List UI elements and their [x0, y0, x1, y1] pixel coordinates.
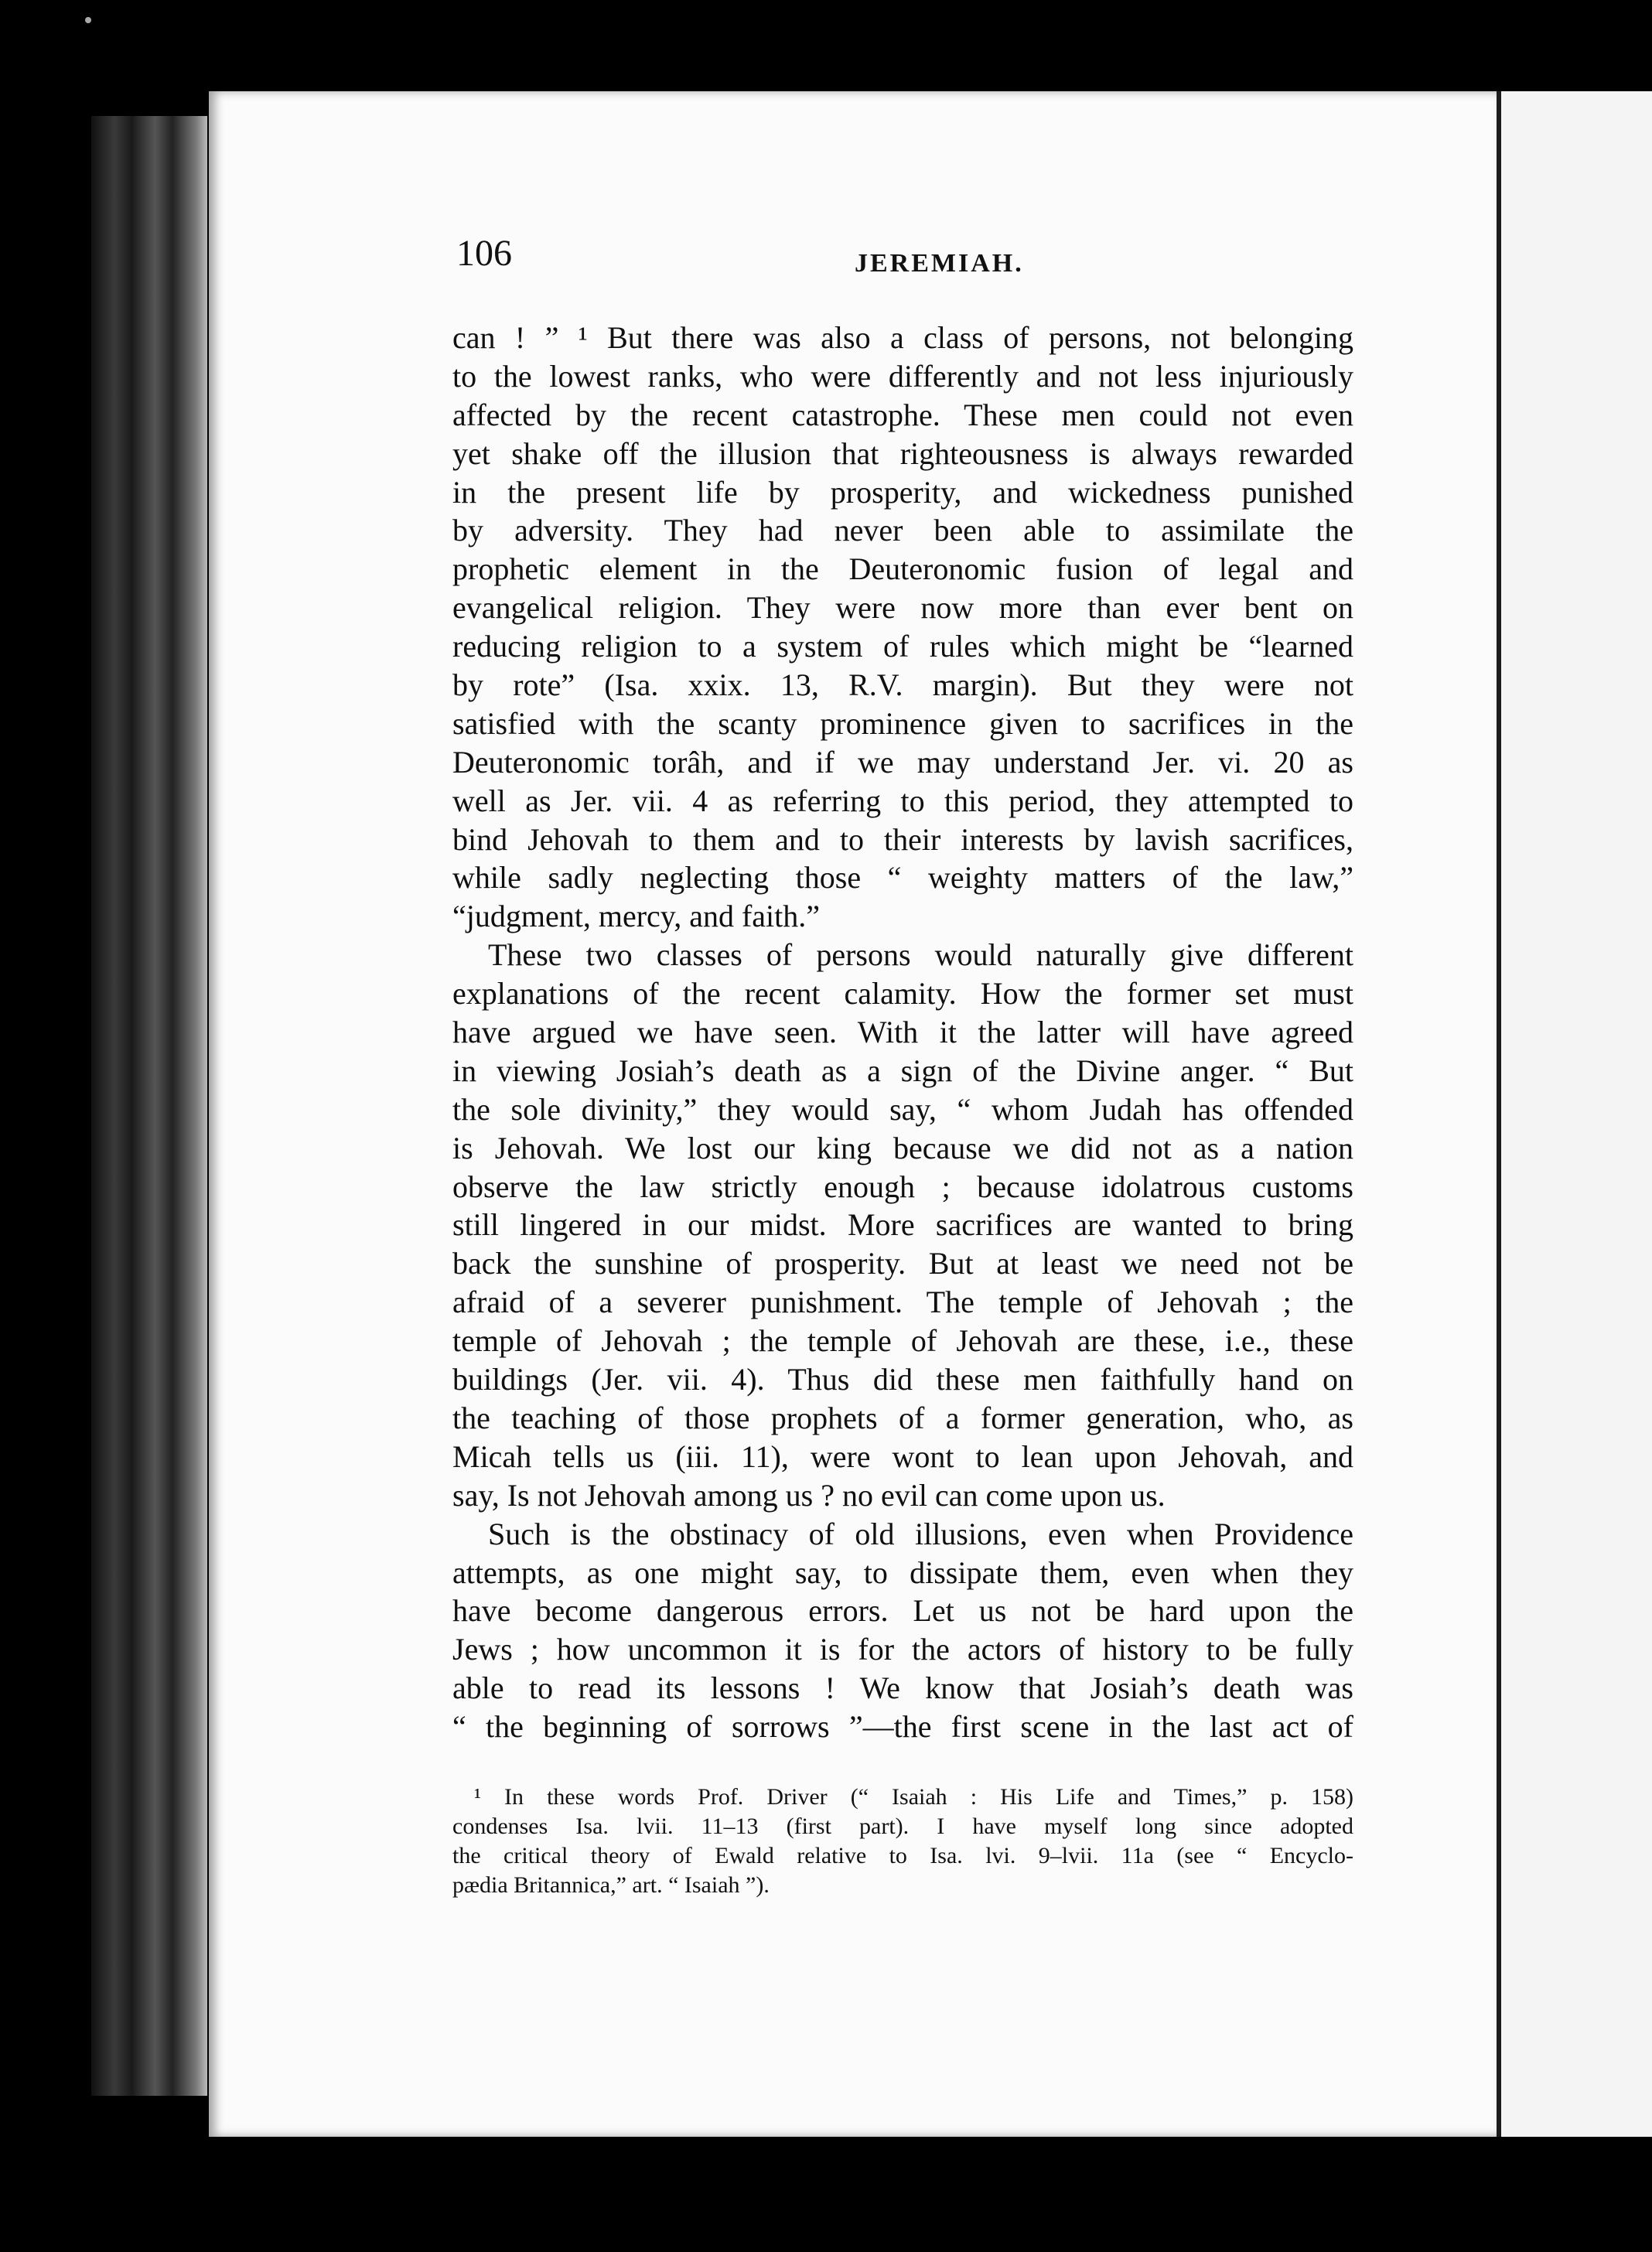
text-line: afraid of a severer punishment. The temple of Jehovah ; the [452, 1285, 1353, 1320]
text-line: evangelical religion. They were now more than ever bent on [452, 590, 1353, 626]
text-line: attempts, as one might say, to dissipate them, even when they [452, 1554, 1353, 1590]
text-line: yet shake off the illusion that righteousness is always rewarded [452, 435, 1353, 471]
text-line: to the lowest ranks, who were differently and not less injuriously [452, 358, 1353, 394]
text-line: “judgment, mercy, and faith.” [452, 899, 820, 934]
text-line: reducing religion to a system of rules which might be “learned [452, 629, 1353, 664]
text-line: back the sunshine of prosperity. But at least we need not be [452, 1246, 1353, 1281]
text-line: still lingered in our midst. More sacrifices are wanted to bring [452, 1207, 1353, 1243]
text-line: by rote” (Isa. xxix. 13, R.V. margin). But they were not [452, 667, 1353, 703]
text-line: in the present life by prosperity, and wickedness punished [452, 474, 1353, 510]
running-head: JEREMIAH. [855, 249, 1024, 278]
text-line: is Jehovah. We lost our king because we did not as a nation [452, 1130, 1353, 1165]
text-line: have become dangerous errors. Let us not be hard upon the [452, 1593, 1353, 1629]
text-line: explanations of the recent calamity. How the former set must [452, 976, 1353, 1012]
page-header [456, 232, 1384, 278]
text-line: by adversity. They had never been able to assimilate the [452, 513, 1353, 548]
text-line: the sole divinity,” they would say, “ whom Judah has offended [452, 1091, 1353, 1127]
text-line: temple of Jehovah ; the temple of Jehovah are these, i.e., these [452, 1323, 1353, 1359]
text-line: have argued we have seen. With it the latter will have agreed [452, 1015, 1353, 1050]
paragraph-start-line: Such is the obstinacy of old illusions, even when Providence [488, 1516, 1353, 1551]
text-line: Jews ; how uncommon it is for the actors of history to be fully [452, 1632, 1353, 1667]
text-line: the teaching of those prophets of a former generation, who, as [452, 1400, 1353, 1435]
text-line: well as Jer. vii. 4 as referring to this period, they attempted to [452, 783, 1353, 818]
text-line: satisfied with the scanty prominence given to sacrifices in the [452, 705, 1353, 741]
text-line: while sadly neglecting those “ weighty matters of the law,” [452, 860, 1353, 896]
text-line: say, Is not Jehovah among us ? no evil can come upon us. [452, 1477, 1166, 1513]
footnote-line: condenses Isa. lvii. 11–13 (first part). I have myself long since adopted [452, 1814, 1353, 1839]
text-line: in viewing Josiah’s death as a sign of the Divine anger. “ But [452, 1053, 1353, 1088]
footnote [452, 1783, 1353, 1900]
text-line: Micah tells us (iii. 11), were wont to lean upon Jehovah, and [452, 1438, 1353, 1474]
page-number: 106 [456, 233, 512, 274]
text-line: can ! ” ¹ But there was also a class of persons, not belonging [452, 320, 1353, 355]
facing-page-edge [1497, 91, 1652, 2137]
body-text [452, 319, 1353, 1746]
text-line: affected by the recent catastrophe. These men could not even [452, 397, 1353, 432]
text-line: observe the law strictly enough ; because idolatrous customs [452, 1169, 1353, 1204]
text-line: able to read its lessons ! We know that Josiah’s death was [452, 1670, 1353, 1706]
text-line: Deuteronomic torâh, and if we may understand Jer. vi. 20 as [452, 744, 1353, 780]
scan-speck [85, 17, 91, 23]
footnote-line: pædia Britannica,” art. “ Isaiah ”). [452, 1872, 770, 1898]
text-line: buildings (Jer. vii. 4). Thus did these men faithfully hand on [452, 1362, 1353, 1397]
footnote-line: ¹ In these words Prof. Driver (“ Isaiah : His Life and Times,” p. 158) [474, 1784, 1353, 1810]
paragraph-start-line: These two classes of persons would naturally give different [488, 937, 1353, 973]
text-line: bind Jehovah to them and to their interests by lavish sacrifices, [452, 821, 1353, 857]
text-line: prophetic element in the Deuteronomic fusion of legal and [452, 551, 1353, 587]
footnote-line: the critical theory of Ewald relative to Isa. lvi. 9–lvii. 11a (see “ Encyclo- [452, 1843, 1353, 1868]
page-edges [91, 116, 207, 2096]
text-line: “ the beginning of sorrows ”—the first scene in the last act of [452, 1709, 1353, 1745]
